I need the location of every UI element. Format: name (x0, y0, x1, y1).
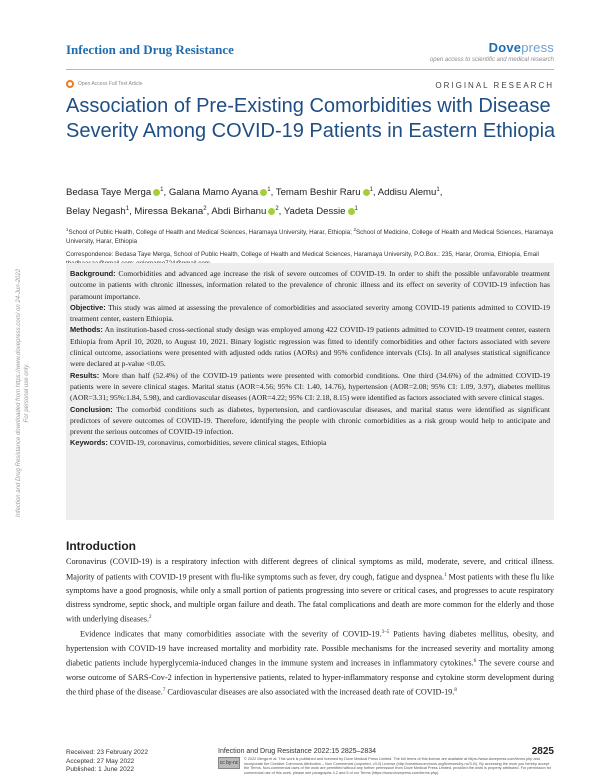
author[interactable]: Galana Mamo Ayana (168, 187, 259, 199)
citation-ref[interactable]: 8 (454, 688, 457, 694)
published-date: Published: 1 June 2022 (66, 766, 134, 773)
correspondence: Correspondence: Bedasa Taye Merga, School of Public Health, College of Health and Medical Sciences, Haramaya University, P.O.Box.: 235, Harar, Oromia, Ethiopia, Email (66, 251, 539, 258)
orcid-icon[interactable] (363, 189, 370, 196)
accepted-date: Accepted: 27 May 2022 (66, 757, 135, 765)
abstract-section-label: Conclusion: (70, 404, 113, 414)
author-separator: , (163, 187, 169, 199)
author-affiliation-number: 1 (125, 206, 130, 213)
intro-text: The severe course and worse outcome of SARS-Cov-2 infection in hypertensive patients, related to hyper-inflammatory response and cytokine storm development during the third phase of the disease. (66, 659, 554, 698)
affiliations (66, 225, 570, 246)
publisher-logo-main: Dove (488, 40, 522, 55)
journal-citation: Infection and Drug Resistance 2022:15 2825–2834 (218, 748, 377, 755)
abstract-section (70, 268, 550, 302)
publisher-logo-sub: press (521, 40, 554, 55)
author-affiliation-number: 1 (160, 187, 164, 193)
creative-commons-icon[interactable]: cc by-nc (218, 757, 240, 769)
publisher-logo[interactable] (489, 40, 554, 55)
author-separator: , (439, 187, 443, 199)
intro-text: Evidence indicates that many comorbidities associate with the severity of COVID-19. (80, 630, 382, 640)
abstract-section-text: Comorbidities and advanced age increase the risk of severe outcomes of COVID-19. In order to shift the possible unfavorable treatment outcome in patients with chronic illnesses, information related to the prevalence of chronic illness and its effect on severity of COVID-19 infection has paramount importance. (70, 269, 550, 301)
author[interactable]: Belay Negash (66, 206, 126, 218)
journal-name[interactable]: Infection and Drug Resistance (66, 42, 234, 57)
author-separator: , (372, 187, 378, 199)
intro-paragraph-2 (66, 626, 554, 699)
author[interactable]: Yadeta Dessie (283, 206, 346, 218)
author-separator: , (270, 187, 276, 199)
citation-ref[interactable]: 2 (149, 615, 152, 621)
header-divider (66, 69, 554, 70)
orcid-icon[interactable] (348, 208, 355, 215)
author[interactable]: Abdi Birhanu (211, 206, 267, 218)
abstract-section (70, 437, 550, 448)
citation-ref[interactable]: 7 (162, 688, 166, 694)
author[interactable]: Miressa Bekana (134, 206, 204, 218)
open-access-icon (66, 80, 74, 88)
intro-text: Most patients with these flu like symptoms have a good prognosis, while only a small portion of patients progressing into severe or critical cases, and progresses to acute respiratory distress syndrome, septic shock, and multiple organ failure and death. The fatal complications and death are more common for the elderly and those with underlying diseases. (66, 572, 554, 624)
author-list (66, 182, 566, 220)
license-text: © 2022 Merga et al. This work is published and licensed by Dove Medical Press Limited. The full terms of this license are available at https://www.dovepress.com/terms.php and incorporate the Creative Commons Attribution – Non Commercial (unported, v3.0) License (http://creativecommons.org/licenses/by-nc/3.0/). By accessing the work you hereby accept the Terms. Non-commercial uses of the work are permitted without any further permission from Dove Medical Press Limited, provided the work is properly attributed. For permission for commercial use of this work, please see paragraphs 4.2 and 5 of our Terms (https://www.dovepress.com/terms.php). (244, 757, 552, 775)
author-affiliation-number: 1 (436, 187, 440, 193)
abstract-section-label: Methods: (70, 325, 103, 335)
affiliation-2-number: 2 (353, 227, 357, 232)
download-notice-line1: Infection and Drug Resistance downloaded from https://www.dovepress.com/ on 24-Jun-2022 (16, 268, 22, 518)
affiliation-1-number: 1 (66, 227, 69, 232)
affiliation-2: School of Medicine, College of Health and Medical Sciences, Haramaya University, Harar, Ethiopia (66, 229, 554, 246)
article-title: Association of Pre-Existing Comorbidities with Disease Severity Among COVID-19 Patients in Eastern Ethiopia (66, 95, 556, 142)
abstract-section (70, 302, 550, 325)
author-affiliation-number: 1 (267, 187, 271, 193)
license-block (218, 757, 554, 775)
abstract-section-label: Objective: (70, 302, 106, 312)
author-affiliation-number: 1 (354, 206, 358, 213)
author-separator: , (206, 206, 212, 218)
received-date: Received: 23 February 2022 (66, 749, 149, 756)
download-notice-line2: For personal use only. (23, 363, 30, 423)
author-affiliation-number: 2 (275, 206, 279, 213)
abstract-box (66, 263, 554, 520)
author[interactable]: Temam Beshir Raru (275, 187, 361, 199)
abstract-section (70, 404, 550, 438)
intro-paragraph-1 (66, 555, 554, 626)
open-access-label (66, 80, 142, 88)
citation-ref[interactable]: 1 (444, 572, 447, 578)
abstract-section-text: The comorbid conditions such as diabetes, hypertension, and cardiovascular diseases, and marital status were identified as significant predictors of severe outcomes of COVID-19. Therefore, identifying the people with chronic comorbidities as a risk group would help to anticipate and prevent the serious outcomes of COVID-19 infection. (70, 404, 550, 437)
author[interactable]: Bedasa Taye Merga (66, 187, 152, 199)
abstract-section-text: An institution-based cross-sectional study design was employed among 422 COVID-19 patients admitted to COVID-19 treatment center, eastern Ethiopia from April 10, 2020, to August 10, 2021. Binary logistic regression was fitted to identify comorbidities and other factors associated with severe clinical outcome, associations were presented with adjusted odds ratios (AORs) and 95% confidence intervals (CIs). In all analyses statistical significance were declared at p-value <0.05. (70, 325, 550, 369)
citation-ref[interactable]: 6 (473, 659, 477, 665)
open-access-text: Open Access Full Text Article (78, 81, 143, 87)
author-affiliation-number: 1 (369, 187, 373, 193)
intro-text: Patients having diabetes mellitus, obesity, and hypertension with COVID-19 have increased mortality and morbidity rate. Possible mechanisms for the increased severity and mortality among diabetic patients include hyperglycemia-induced changes in the immune system and increases in inflammatory cytokines. (66, 630, 554, 669)
affiliation-1: School of Public Health, College of Health and Medical Sciences, Haramaya University, Harar, Ethiopia; (68, 229, 354, 237)
intro-text: Coronavirus (COVID-19) is a respiratory infection with different degrees of clinical symptoms as mild, moderate, severe, and critical illness. Majority of patients with COVID-19 present with flu-like symptoms such as fever, dry cough, fatigue and dyspnea. (66, 557, 554, 582)
abstract-section-label: Keywords: (70, 438, 108, 448)
page-number: 2825 (531, 746, 554, 757)
author-separator: , (129, 206, 135, 218)
abstract-section (70, 370, 550, 404)
abstract-section (70, 324, 550, 369)
introduction-heading: Introduction (66, 539, 136, 553)
article-type: ORIGINAL RESEARCH (435, 81, 554, 90)
abstract-section-label: Results: (70, 370, 100, 380)
author[interactable]: Addisu Alemu (377, 187, 437, 199)
abstract-section-text: This study was aimed at assessing the prevalence of comorbidities and associated severity among COVID-19 patients admitted to COVID-19 treatment center, eastern Ethiopia. (70, 302, 550, 324)
introduction-body (66, 555, 554, 700)
citation-ref[interactable]: 3–5 (381, 630, 390, 636)
intro-text: Cardiovascular diseases are also associated with the increased death rate of COVID-19. (165, 688, 455, 698)
author-separator: , (278, 206, 284, 218)
article-dates (66, 749, 148, 775)
abstract-section-text: COVID-19, coronavirus, comorbidities, severe clinical stages, Ethiopia (107, 438, 327, 448)
abstract-section-text: More than half (52.4%) of the COVID-19 patients were presented with comorbid conditions. One third (34.6%) of the admitted COVID-19 patients were in severe clinical stages. Marital status (AOR=4.56; 95% CI: 1.40, 14.76), hypertension (AOR=2.08; 95% CI: 1.09, 3.97), diabetes mellitus (AOR=3.31; 95%:1.84, 5.98), and cardiovascular diseases (AOR=4.22; 95% CI: 2.18, 8.15) were identified as factors associated with severe clinical stages. (70, 370, 550, 403)
publisher-tagline: open access to scientific and medical research (429, 57, 554, 63)
abstract-section-label: Background: (70, 269, 116, 278)
author-affiliation-number: 2 (203, 206, 207, 213)
download-notice (16, 168, 31, 618)
